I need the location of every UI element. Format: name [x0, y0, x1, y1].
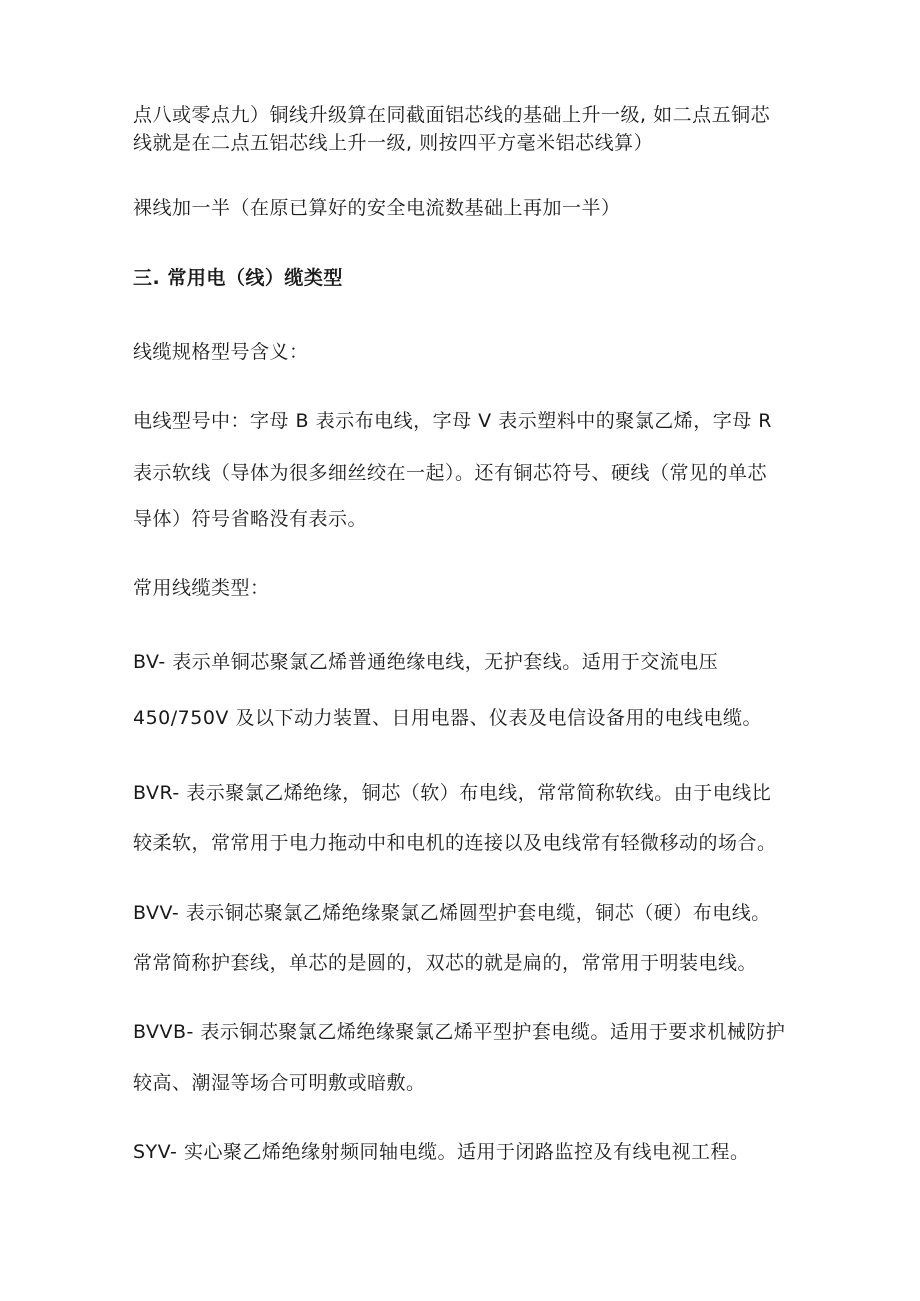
bv-paragraph-line-2: 450/750V 及以下动力装置、日用电器、仪表及电信设备用的电线电缆。	[133, 707, 762, 729]
model-paragraph-line-1: 电线型号中：字母 B 表示布电线，字母 V 表示塑料中的聚氯乙烯，字母 R	[133, 410, 772, 432]
intro-paragraph-line-2: 线就是在二点五铝芯线上升一级, 则按四平方毫米铝芯线算）	[133, 132, 654, 154]
model-paragraph-line-2: 表示软线（导体为很多细丝绞在一起）。还有铜芯符号、硬线（常见的单芯	[133, 462, 768, 484]
bvvb-paragraph-line-2: 较高、潮湿等场合可明敷或暗敷。	[133, 1072, 426, 1094]
syv-paragraph: SYV- 实心聚乙烯绝缘射频同轴电缆。适用于闭路监控及有线电视工程。	[133, 1141, 750, 1163]
bare-wire-paragraph: 裸线加一半（在原已算好的安全电流数基础上再加一半）	[133, 197, 621, 219]
bvv-paragraph-line-2: 常常简称护套线，单芯的是圆的，双芯的就是扁的，常常用于明装电线。	[133, 952, 758, 974]
bv-paragraph-line-1: BV- 表示单铜芯聚氯乙烯普通绝缘电线，无护套线。适用于交流电压	[133, 651, 719, 673]
bvv-paragraph-line-1: BVV- 表示铜芯聚氯乙烯绝缘聚氯乙烯圆型护套电缆，铜芯（硬）布电线。	[133, 902, 771, 924]
section-heading: 三. 常用电（线）缆类型	[133, 267, 343, 289]
cable-types-title: 常用线缆类型：	[133, 577, 270, 599]
model-meaning-title: 线缆规格型号含义：	[133, 341, 309, 363]
model-paragraph-line-3: 导体）符号省略没有表示。	[133, 508, 368, 530]
bvr-paragraph-line-2: 较柔软，常常用于电力拖动中和电机的连接以及电线常有轻微移动的场合。	[133, 832, 777, 854]
bvr-paragraph-line-1: BVR- 表示聚氯乙烯绝缘，铜芯（软）布电线，常常简称软线。由于电线比	[133, 782, 772, 804]
bvvb-paragraph-line-1: BVVB- 表示铜芯聚氯乙烯绝缘聚氯乙烯平型护套电缆。适用于要求机械防护	[133, 1021, 786, 1043]
intro-paragraph-line-1: 点八或零点九）铜线升级算在同截面铝芯线的基础上升一级, 如二点五铜芯	[133, 104, 771, 126]
